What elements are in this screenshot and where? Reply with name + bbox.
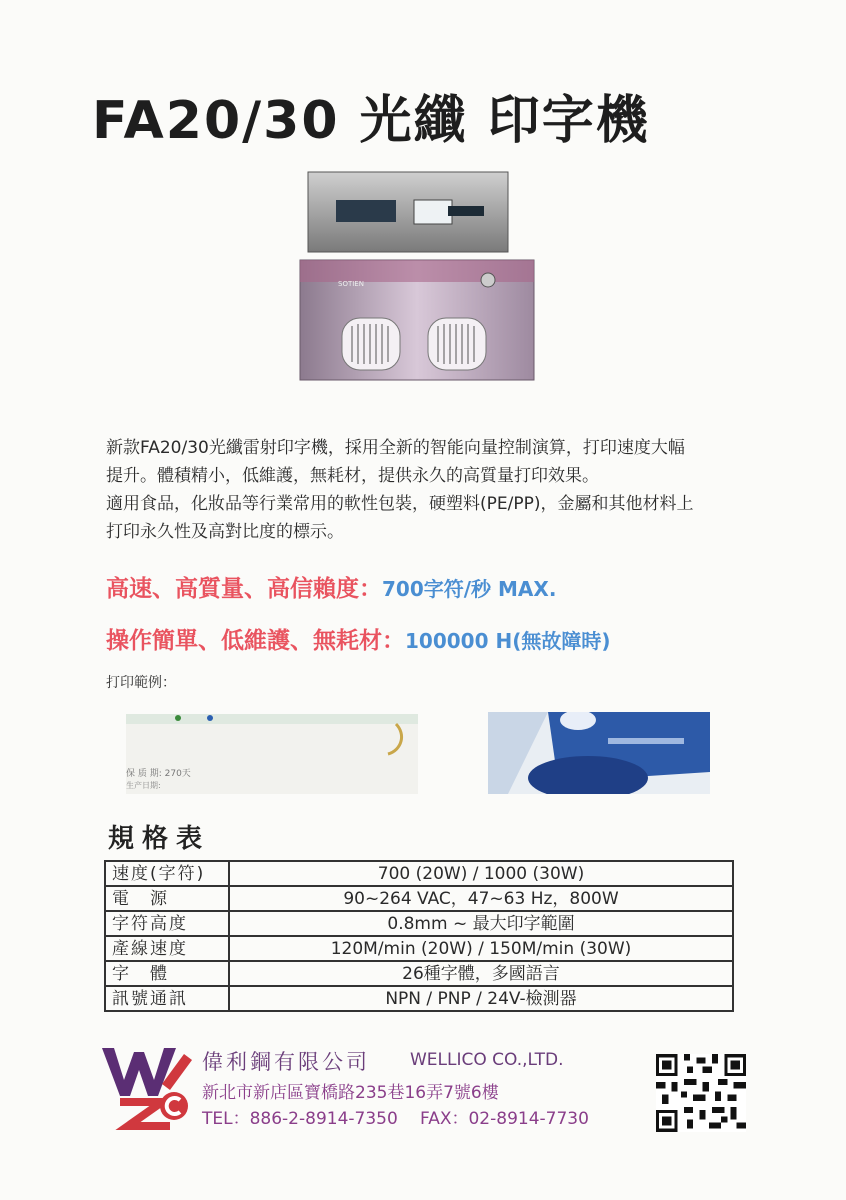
sample-print-image-1 (126, 714, 418, 794)
description-line: 新款FA20/30光纖雷射印字機，採用全新的智能向量控制演算，打印速度大幅 (106, 438, 685, 458)
company-telephone: TEL：886-2-8914-7350 (202, 1109, 398, 1129)
spec-value: 0.8mm ~ 最大印字範圍 (229, 911, 733, 936)
qr-code-icon (656, 1054, 746, 1132)
spec-table (104, 860, 734, 1012)
feature-maintenance (106, 622, 610, 655)
vent-right (428, 318, 486, 370)
feature-speed (106, 570, 556, 603)
company-address: 新北市新店區寶橋路235巷16弄7號6樓 (202, 1083, 499, 1103)
spec-key: 速度(字符) (105, 861, 229, 886)
spec-key: 訊號通訊 (105, 986, 229, 1011)
company-fax: FAX：02-8914-7730 (420, 1109, 589, 1129)
table-row (105, 886, 733, 911)
sample-text-expiry: 保 质 期: 270天 (126, 769, 191, 779)
sample-label: 打印範例： (106, 675, 176, 691)
feature-label: 操作簡單、低維護、無耗材： (106, 628, 405, 654)
feature-value: 700字符/秒 MAX. (382, 577, 557, 601)
sample-text-date: 生产日期: (126, 781, 161, 790)
description-line: 提升。體積精小，低維護，無耗材，提供永久的高質量打印效果。 (106, 466, 599, 486)
spec-value: 120M/min (20W) / 150M/min (30W) (229, 936, 733, 961)
spec-key: 產線速度 (105, 936, 229, 961)
sample-print-image-2 (488, 712, 710, 794)
table-row (105, 986, 733, 1011)
spec-key: 字 體 (105, 961, 229, 986)
spec-value: 700 (20W) / 1000 (30W) (229, 861, 733, 886)
company-name-english: WELLICO CO.,LTD. (410, 1050, 564, 1070)
description-line: 適用食品，化妝品等行業常用的軟性包裝，硬塑料(PE/PP)，金屬和其他材料上 (106, 494, 694, 514)
spec-value: 26種字體，多國語言 (229, 961, 733, 986)
spec-table-title: 規格表 (108, 824, 211, 854)
feature-value: 100000 H(無故障時) (405, 629, 611, 653)
table-row (105, 911, 733, 936)
table-row (105, 961, 733, 986)
spec-value: NPN / PNP / 24V-檢測器 (229, 986, 733, 1011)
company-logo (100, 1040, 196, 1132)
feature-label: 高速、高質量、高信賴度： (106, 576, 382, 602)
company-name-chinese: 偉利鋼有限公司 (202, 1050, 370, 1074)
spec-key: 電 源 (105, 886, 229, 911)
product-description (106, 434, 796, 546)
spec-value: 90~264 VAC，47~63 Hz，800W (229, 886, 733, 911)
spec-key: 字符高度 (105, 911, 229, 936)
machine-brand-label: SOTIEN (338, 280, 364, 288)
page-title: FA20/30 光纖 印字機 (92, 91, 650, 151)
table-row (105, 936, 733, 961)
description-line: 打印永久性及高對比度的標示。 (106, 522, 344, 542)
vent-left (342, 318, 400, 370)
table-row (105, 861, 733, 886)
laser-machine-image (298, 160, 538, 390)
